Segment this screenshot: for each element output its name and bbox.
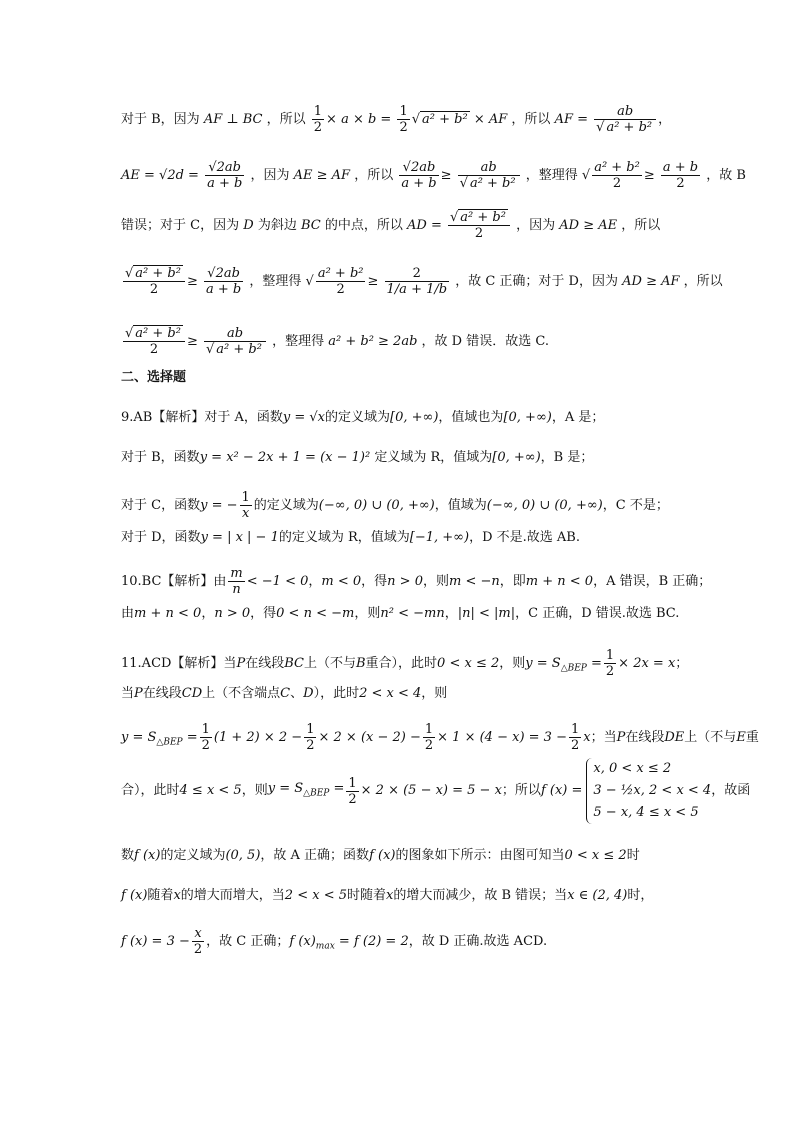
math-expression: f (x) = 3 −: [121, 934, 190, 949]
math-expression: (0, 5): [225, 848, 261, 863]
math-expression: n² < −mn: [380, 606, 445, 621]
line-b-5: [121, 326, 549, 357]
math-expression: × a × b =: [326, 112, 392, 127]
math-expression: C: [280, 686, 291, 701]
math-expression: √ a² + b²: [123, 266, 185, 282]
math-expression: CD: [181, 686, 203, 701]
math-expression: x ∈ (2, 4): [567, 888, 628, 903]
math-expression: × 1 × (4 − x) = 3 −: [437, 730, 567, 745]
math-expression: ≥: [643, 168, 655, 183]
math-expression: y = | x | − 1: [200, 530, 279, 545]
q10-line-b: [121, 604, 679, 624]
math-expression: ab: [458, 160, 520, 176]
text-span: ，因为: [516, 218, 556, 233]
math-frac: $\frac{1}{2}$: [605, 648, 615, 679]
math-expression: n: [232, 582, 241, 597]
math-frac: $\frac{x}{2}$: [193, 926, 203, 957]
text-span: ，: [308, 574, 322, 589]
text-span: ，值域也为: [438, 410, 504, 425]
math-frac: [228, 566, 244, 597]
math-frac: [458, 160, 520, 191]
q11-line-f: [121, 886, 653, 906]
math-expression: √2ab: [205, 160, 244, 176]
text-span: ，则: [421, 686, 448, 701]
q11-line-a: 11.ACD【解析】当P在线段BC上（不与B重合），此时0 < x ≤ 2，则$y = S_{\triangle BEP}$ = $\frac{1}{2}$ × 2x = x；: [121, 648, 689, 679]
math-expression: P: [134, 686, 143, 701]
q10-line-a: [121, 566, 711, 597]
math-expression: m + n < 0: [134, 606, 202, 621]
math-expression: BC: [284, 656, 304, 671]
math-expression: f (x): [134, 848, 161, 863]
math-expression: [0, +∞): [390, 410, 439, 425]
math-frac: $\frac{1}{2}$: [424, 722, 434, 753]
text-span: 错误；对于 C，因为: [121, 218, 240, 233]
text-span: 在线段: [625, 730, 665, 745]
text-span: ，C 正确，D 错误.故选 BC.: [515, 606, 680, 621]
text-span: 的定义域为: [253, 498, 319, 513]
math-expression: 2 < x < 4: [359, 686, 422, 701]
text-span: 重: [745, 730, 759, 745]
text-span: ，即: [499, 574, 526, 589]
q11-line-g: [121, 926, 547, 957]
math-frac: [399, 160, 438, 191]
text-span: ，得: [250, 606, 277, 621]
math-expression: AF =: [554, 112, 589, 127]
math-expression: x: [241, 506, 250, 521]
text-span: ，: [201, 606, 215, 621]
math-expression: (−∞, 0) ∪ (0, +∞): [486, 498, 603, 513]
text-span: ，整理得: [249, 274, 302, 289]
text-span: 10.BC【解析】由: [121, 574, 227, 589]
text-span: 时: [626, 848, 640, 863]
math-expression: f (x): [369, 848, 396, 863]
math-expression: DE: [664, 730, 685, 745]
math-expression: BC: [300, 218, 321, 233]
math-frac: [204, 326, 266, 357]
math-expression: a² + b²: [594, 160, 640, 175]
text-span: 上（不含端点: [202, 686, 281, 701]
text-span: ，故函: [711, 783, 751, 798]
math-expression: 2 < x < 5: [284, 888, 347, 903]
math-frac: $\frac{1}{2}$: [313, 104, 323, 135]
text-span: ，整理得: [525, 168, 578, 183]
math-expression: ab: [594, 104, 656, 120]
q9-line-c: [121, 490, 669, 521]
math-expression: a² + b² ≥ 2ab: [328, 334, 418, 349]
text-span: 的中点，所以: [324, 218, 403, 233]
text-span: 对于 C，函数: [121, 498, 201, 513]
math-expression: a + b: [401, 176, 437, 191]
math-expression: AD ≥ AF: [622, 274, 680, 289]
section-heading: 二、选择题: [121, 370, 187, 385]
text-span: 定义域为 R，值域为: [374, 450, 493, 465]
math-expression: ≥: [186, 334, 198, 349]
math-expression: y = √x: [282, 410, 325, 425]
text-span: ，整理得: [272, 334, 325, 349]
text-span: 、: [290, 686, 304, 701]
text-span: 时随着: [347, 888, 387, 903]
math-expression: ≥: [186, 274, 198, 289]
math-frac: $\frac{1}{2}$: [570, 722, 580, 753]
math-expression: y = −: [200, 498, 238, 513]
math-expression: 0 < x ≤ 2: [564, 848, 627, 863]
math-expression: √2ab: [399, 160, 438, 176]
math-frac: $\frac{\text{√ a² + b²}}{2}$: [123, 266, 185, 297]
math-expression: √: [581, 168, 591, 183]
text-span: 对于 D，函数: [121, 530, 201, 545]
math-expression: 4 ≤ x < 5: [179, 783, 242, 798]
math-frac: [594, 104, 656, 135]
math-expression: a + b: [206, 282, 242, 297]
text-span: ，得: [361, 574, 388, 589]
math-expression: √ a² + b²: [123, 326, 185, 342]
math-expression: D: [303, 686, 314, 701]
math-expression: n > 0: [387, 574, 423, 589]
math-expression: m: [230, 566, 243, 581]
math-expression: P: [236, 656, 246, 671]
math-expression: AE = √2d =: [121, 168, 199, 183]
math-expression: $y = S_{\triangle BEP}$ =: [121, 730, 198, 748]
math-frac: [204, 266, 243, 297]
math-expression: √ a² + b²: [596, 120, 653, 135]
math-expression: AE ≥ AF: [293, 168, 351, 183]
line-b-1: 对于 B，因为 AF ⊥ BC ，所以 $\frac{1}{2}$ × a × b = $\frac{1}{2}$ √ a² + b² × AF ，所以 AF = $\frac{ab}{\text{√ a² + b²}}$ ，: [121, 104, 672, 135]
text-span: ，故 D 错误．故选 C.: [421, 334, 549, 349]
q11-line-e: [121, 846, 640, 866]
math-expression: ab: [204, 326, 266, 342]
math-expression: √ a² + b²: [459, 176, 516, 191]
math-frac: $\frac{1}{2}$: [306, 722, 315, 753]
text-span: 对于 B，因为: [121, 112, 200, 127]
text-span: ，故 A 正确；函数: [260, 848, 370, 863]
text-span: 的定义域为: [160, 848, 226, 863]
q11-line-c: [121, 722, 759, 753]
text-span: ，因为: [250, 168, 290, 183]
text-span: 由: [121, 606, 135, 621]
text-span: 为斜边: [257, 218, 297, 233]
math-expression: √ a² + b²: [206, 342, 262, 357]
math-frac: $\frac{1}{x}$: [241, 490, 250, 521]
math-expression: f (x): [121, 888, 148, 903]
math-expression: $y = S_{\triangle BEP}$ =: [525, 656, 602, 674]
math-frac: $\frac{\text{√ a² + b²}}{2}$: [123, 326, 185, 357]
math-frac: $\frac{\text{a² + b²}}{2}$: [594, 160, 640, 191]
line-b-3: [121, 210, 660, 241]
text-span: ，则: [241, 783, 268, 798]
math-expression: x: [173, 888, 181, 903]
text-span: 对于 B，函数: [121, 450, 200, 465]
q9-line-a: [121, 408, 604, 428]
math-expression: √ a² + b² × AF: [411, 112, 508, 127]
math-expression: a + b: [662, 160, 699, 175]
math-frac: $\frac{1}{2}$: [201, 722, 210, 753]
text-span: ，所以: [621, 218, 661, 233]
math-expression: 0 < n < −m: [276, 606, 355, 621]
text-span: ，A 是；: [551, 410, 605, 425]
math-frac: $\frac{2}{1/a + 1/b}$: [386, 266, 448, 297]
text-span: ，D 不是.故选 AB.: [469, 530, 580, 545]
text-span: ，C 不是；: [602, 498, 669, 513]
q9-line-d: [121, 528, 580, 548]
q11-line-d: [121, 758, 750, 824]
text-span: 9.AB【解析】对于 A，函数: [121, 410, 283, 425]
math-expression: |n| < |m|: [457, 606, 516, 621]
math: AF ⊥ BC: [203, 112, 263, 127]
math-expression: (1 + 2) × 2 −: [213, 730, 303, 745]
line-b-4: [121, 266, 723, 297]
text-span: ，所以: [266, 112, 306, 127]
line-b-2: [121, 160, 746, 191]
math-expression: 0 < x ≤ 2: [437, 656, 500, 671]
math-expression: AD ≥ AE: [559, 218, 618, 233]
text-span: ，: [444, 606, 458, 621]
piecewise-function: x, 0 < x ≤ 2 3 − ½x, 2 < x < 4 5 − x, 4 ≤ x < 5: [586, 758, 711, 824]
math-expression: × 2 × (x − 2) −: [318, 730, 421, 745]
math-expression: AD =: [407, 218, 442, 233]
math-expression: m + n < 0: [525, 574, 594, 589]
math-frac: $\frac{1}{2}$: [399, 104, 408, 135]
text-span: 上（不与: [684, 730, 737, 745]
text-span: 在线段: [245, 656, 285, 671]
math-expression: x: [386, 888, 394, 903]
text-span: ，故 D 正确.故选 ACD.: [408, 934, 548, 949]
math-expression: $y = S_{\triangle BEP}$ =: [267, 780, 345, 799]
math-expression: 1/a + 1/b: [386, 282, 448, 297]
math-expression: × 2 × (5 − x) = 5 − x: [360, 783, 502, 798]
text-span: ；当: [590, 730, 617, 745]
text-span: 的增大而减少，故 B 错误；当: [393, 888, 568, 903]
math-frac: $\frac{\text{√ a² + b²}}{2}$: [448, 210, 510, 241]
math-expression: E: [736, 730, 746, 745]
text-span: 重合），此时: [365, 656, 438, 671]
text-span: ，故 B: [706, 168, 746, 183]
math-expression: ≥: [367, 274, 379, 289]
text-span: ，B 是；: [540, 450, 594, 465]
math-expression: (−∞, 0) ∪ (0, +∞): [318, 498, 435, 513]
math-frac: $\frac{\text{a² + b²}}{2}$: [317, 266, 364, 297]
math-expression: √2ab: [204, 266, 243, 282]
text-span: 数: [121, 848, 135, 863]
text-span: 的定义域为: [325, 410, 391, 425]
text-span: ，则: [422, 574, 449, 589]
math-frac: $\frac{a + b}{2}$: [662, 160, 699, 191]
math-expression: B: [355, 656, 366, 671]
text-span: 随着: [147, 888, 174, 903]
text-span: ，所以: [354, 168, 394, 183]
math-expression: a² + b²: [317, 266, 364, 281]
text-span: 11.ACD【解析】当: [121, 656, 237, 671]
text-span: ，所以: [683, 274, 723, 289]
math-expression: √ a² + b²: [448, 210, 510, 226]
math-frac: [205, 160, 244, 191]
text-span: ，A 错误，B 正确；: [593, 574, 712, 589]
text-span: ，则: [499, 656, 526, 671]
text-span: 在线段: [142, 686, 182, 701]
math-expression: a + b: [207, 176, 243, 191]
math-expression: x: [583, 730, 591, 745]
text-span: ，值域为: [434, 498, 487, 513]
math-expression: < −1 < 0: [246, 574, 309, 589]
text-span: 时，: [627, 888, 654, 903]
math-expression: ≥: [440, 168, 452, 183]
math-expression: m < 0: [321, 574, 362, 589]
text-span: ，故 C 正确；: [206, 934, 290, 949]
math-expression: [0, +∞): [503, 410, 552, 425]
math-expression: n > 0: [214, 606, 251, 621]
text-span: 的定义域为 R，值域为: [278, 530, 410, 545]
math-expression: x: [192, 926, 204, 942]
text-span: 当: [121, 686, 135, 701]
text-span: ），此时: [313, 686, 360, 701]
q11-line-b: [121, 684, 447, 704]
math-expression: × 2x = x: [618, 656, 676, 671]
text-span: ，故 C 正确；对于 D，因为: [455, 274, 618, 289]
text-span: 的图象如下所示：由图可知当: [395, 848, 565, 863]
text-span: ，则: [354, 606, 381, 621]
math-expression: D: [243, 218, 254, 233]
math-expression: √: [305, 274, 314, 289]
text-span: 合），此时: [121, 783, 180, 798]
math-expression: m < −n: [449, 574, 500, 589]
q9-line-b: [121, 448, 593, 468]
text-span: ，所以: [511, 112, 551, 127]
math-expression: [−1, +∞): [409, 530, 470, 545]
math-expression: f (x) =: [540, 783, 583, 798]
math-frac: $\frac{1}{2}$: [348, 775, 357, 807]
text-span: 的增大而增大，当: [180, 888, 285, 903]
text-span: 上（不与: [303, 656, 356, 671]
text-span: ；所以: [501, 783, 541, 798]
math-expression: f $(x)_{max} = f$ (2) = 2: [289, 934, 409, 952]
math-expression: [0, +∞): [492, 450, 541, 465]
math-expression: y = x² − 2x + 1 = (x − 1)²: [199, 450, 371, 465]
math-expression: P: [616, 730, 626, 745]
